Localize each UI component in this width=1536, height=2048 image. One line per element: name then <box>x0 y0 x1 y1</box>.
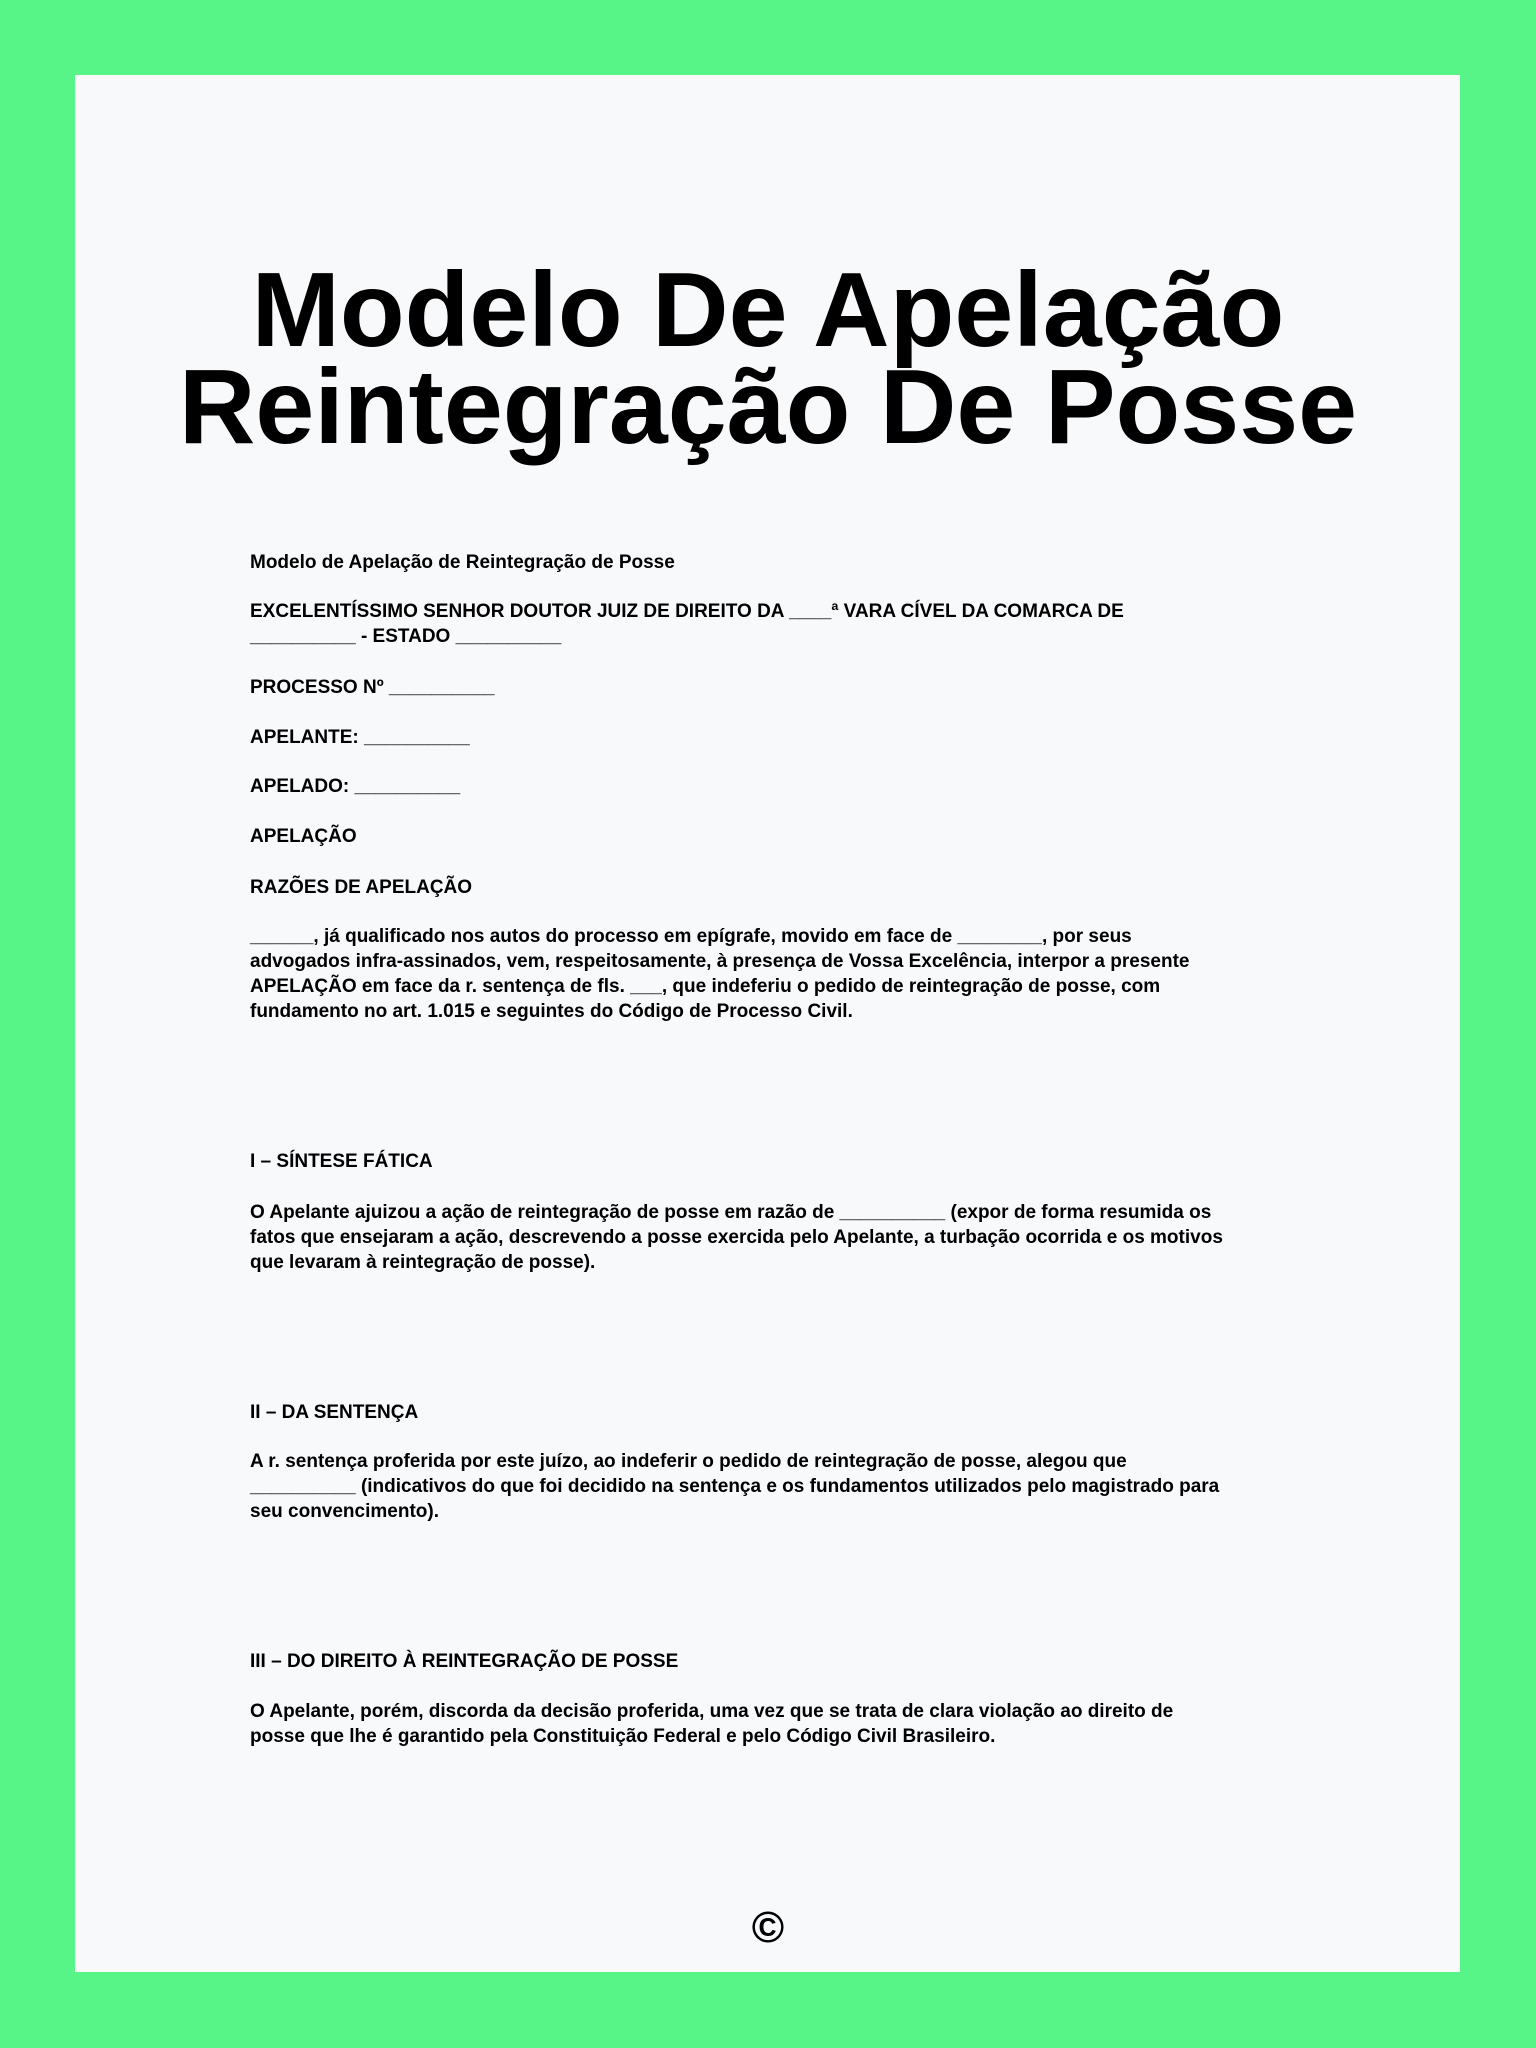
text-line: O Apelante ajuizou a ação de reintegração de posse em razão de __________ (expor de forma resumida os <box>250 1202 1212 1223</box>
text-line: O Apelante, porém, discorda da decisão proferida, uma vez que se trata de clara violação ao direito de <box>250 1701 1174 1722</box>
copyright-icon: © <box>751 1903 785 1952</box>
address-line: __________ - ESTADO __________ <box>250 626 562 647</box>
apelado-field: APELADO: __________ <box>250 776 461 797</box>
intro-paragraph <box>250 924 1330 1024</box>
text-line: __________ (indicativos do que foi decidido na sentença e os fundamentos utilizados pelo magistrado para <box>250 1476 1220 1497</box>
section-1-title: I – SÍNTESE FÁTICA <box>250 1151 433 1172</box>
text-line: APELAÇÃO em face da r. sentença de fls. ___, que indeferiu o pedido de reintegração de posse, com <box>250 976 1161 997</box>
text-line: ______, já qualificado nos autos do processo em epígrafe, movido em face de ________, por seus <box>250 926 1132 947</box>
title-line-1: Modelo De Apelação <box>251 251 1285 369</box>
apelante-field: APELANTE: __________ <box>250 727 470 748</box>
text-line: seu convencimento). <box>250 1501 439 1522</box>
text-line: advogados infra-assinados, vem, respeitosamente, à presença de Vossa Excelência, interpor a presente <box>250 951 1190 972</box>
text-line: posse que lhe é garantido pela Constituição Federal e pelo Código Civil Brasileiro. <box>250 1726 996 1747</box>
processo-field: PROCESSO Nº __________ <box>250 677 495 698</box>
title-line-2: Reintegração De Posse <box>178 348 1358 466</box>
section-3-title: III – DO DIREITO À REINTEGRAÇÃO DE POSSE <box>250 1651 679 1672</box>
text-line: fatos que ensejaram a ação, descrevendo a posse exercida pelo Apelante, a turbação ocorrida e os motivos <box>250 1227 1223 1248</box>
text-line: A r. sentença proferida por este juízo, ao indeferir o pedido de reintegração de posse, alegou que <box>250 1451 1127 1472</box>
section-1-paragraph <box>250 1200 1330 1275</box>
razoes-label: RAZÕES DE APELAÇÃO <box>250 877 473 898</box>
section-2-paragraph <box>250 1449 1330 1524</box>
text-line: fundamento no art. 1.015 e seguintes do Código de Processo Civil. <box>250 1001 853 1022</box>
doc-heading: Modelo de Apelação de Reintegração de Posse <box>250 552 675 573</box>
section-3-paragraph <box>250 1699 1330 1749</box>
text-line: que levaram à reintegração de posse). <box>250 1252 596 1273</box>
section-2-title: II – DA SENTENÇA <box>250 1402 419 1423</box>
address-line: EXCELENTÍSSIMO SENHOR DOUTOR JUIZ DE DIREITO DA ____ª VARA CÍVEL DA COMARCA DE <box>250 601 1124 622</box>
apelacao-label: APELAÇÃO <box>250 826 357 847</box>
address-block <box>250 599 1330 649</box>
